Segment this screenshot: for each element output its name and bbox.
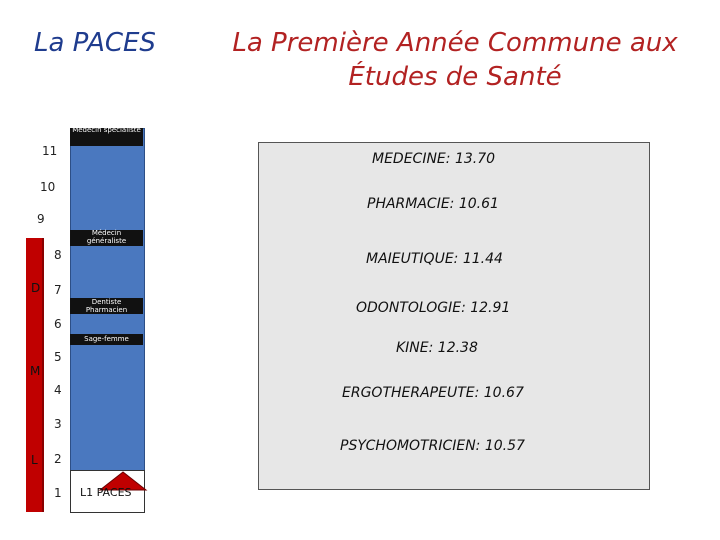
cycle-label-d: D — [31, 281, 41, 295]
cycle-label-m: M — [30, 364, 41, 378]
grade-odontologie: ODONTOLOGIE: 12.91 — [356, 300, 511, 316]
page-title-line1: La Première Année Commune aux — [232, 28, 678, 58]
career-column — [70, 128, 145, 513]
grade-pharmacie: PHARMACIE: 10.61 — [367, 196, 499, 212]
cycle-label-l: L — [31, 453, 38, 467]
year-4: 4 — [54, 383, 62, 397]
page-title-line2: Études de Santé — [348, 62, 562, 92]
left-title: La PACES — [34, 28, 156, 58]
year-9: 9 — [37, 212, 45, 226]
grade-psychomotricien: PSYCHOMOTRICIEN: 10.57 — [340, 438, 525, 454]
l1-label: L1 PACES — [80, 486, 132, 499]
year-1: 1 — [54, 486, 62, 500]
year-5: 5 — [54, 350, 62, 364]
year-7: 7 — [54, 283, 62, 297]
specialist-label: Médecin spécialiste — [72, 126, 141, 134]
year-11: 11 — [42, 144, 58, 158]
midwife-label: Sage-femme — [84, 335, 129, 343]
year-10: 10 — [40, 180, 56, 194]
dentist-label: Dentiste Pharmacien — [85, 298, 128, 314]
grade-ergotherapeute: ERGOTHERAPEUTE: 10.67 — [342, 385, 524, 401]
year-8: 8 — [54, 248, 62, 262]
grade-kine: KINE: 12.38 — [396, 340, 478, 356]
year-2: 2 — [54, 452, 62, 466]
year-3: 3 — [54, 417, 62, 431]
grade-maieutique: MAIEUTIQUE: 11.44 — [366, 251, 503, 267]
year-6: 6 — [54, 317, 62, 331]
generalist-label: Médecin généraliste — [86, 229, 127, 245]
grade-medecine: MEDECINE: 13.70 — [372, 151, 496, 167]
